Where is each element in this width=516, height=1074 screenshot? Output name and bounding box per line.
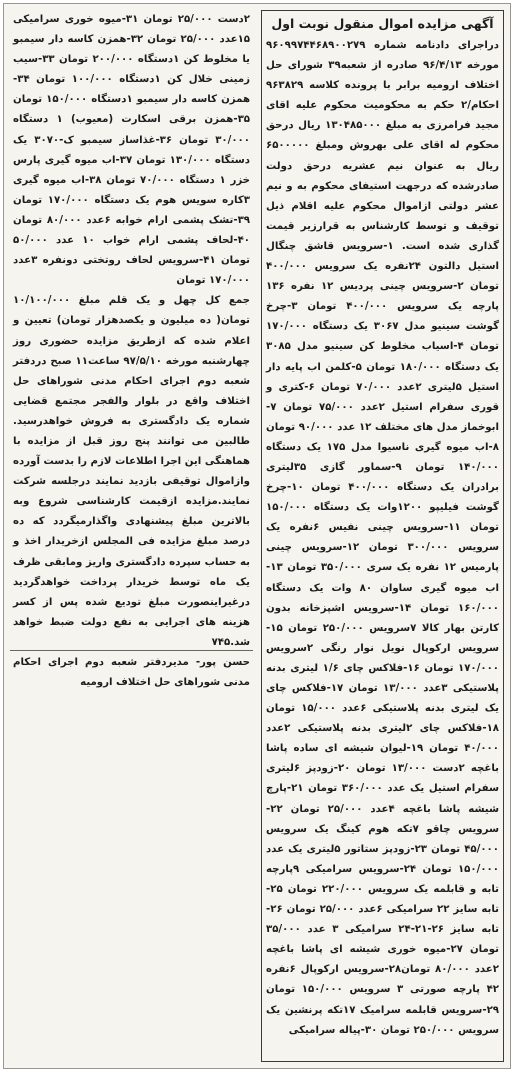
item-list-continuation: ۲دست ۲۵/۰۰۰ تومان ۳۱-میوه خوری سرامیکی ۱۵عدد ۲۵/۰۰۰ تومان ۳۲-همزن کاسه دار سیمبو یا مخلوط کن ۱دستگاه ۲۰۰/۰۰۰ تومان ۳۳-سیب زمینی خلال کن ۱دستگاه ۱۰۰/۰۰۰ تومان ۳۴-همزن کاسه دار سیمبو ۱دستگاه ۱۵۰/۰۰۰ تومان ۳۵-همزن برقی اسکارت (معیوب) ۱ دستگاه ۳۰/۰۰۰ تومان ۳۶-غذاساز سیمبو ک-۳۰۷۰ یک دستگاه ۱۳۰/۰۰۰ تومان ۳۷-اب میوه گیری پارس خزر ۱ دستگاه ۷۰/۰۰۰ تومان ۳۸-اب میوه گیری ۳کاره سویس هوم یک دستگاه ۱۷۰/۰۰۰ تومان ۳۹-تشک پشمی ارام خوابه ۶عدد ۸۰/۰۰۰ تومان ۴۰-لحاف پشمی ارام خواب ۱۰ عدد ۵۰/۰۰۰ تومان ۴۱-سرویس لحاف روتختی دونفره ۳عدد ۱۷۰/۰۰۰ تومان	[13, 14, 251, 287]
auction-terms: جمع کل چهل و یک قلم مبلغ ۱۰/۱۰۰/۰۰۰ تومان( ده میلیون و یکصدهزار تومان) تعیین و اعلام شده که ازطریق مزایده حضوری روز چهارشنبه مورخه ۹۷/۵/۱۰ ساعت۱۱ صبح دردفتر شعبه دوم اجرای احکام مدنی شوراهای حل اختلاف واقع در بلوار والفجر مجتمع قضایی شماره یک دادگستری به فروش خواهدرسید. طالبین می توانند پنج روز قبل از مزایده با هماهنگی این اجرا اطلاعات لازم را بدست آورده وازاموال توقیفی بازدید نمایند درجلسه شرکت نمایند.مزایده ازقیمت کارشناسی شروع وبه بالاترین مبلغ پیشنهادی واگذارمیگردد که ده درصد مبلغ مزایده فی المجلس ازخریدار اخذ و به حساب سپرده دادگستری واریز ومابقی ظرف یک ماه توسط خریدار پرداخت خواهدگردید درغیراینصورت مبلغ تودیع شده پس از کسر هزینه های اجرایی به نفع دولت ضبط خواهد شد.۷۴۵	[13, 295, 250, 648]
signature-line: حسن پور- مدیردفتر شعبه دوم اجرای احکام مدنی شوراهای حل اختلاف ارومیه	[13, 657, 250, 689]
column-end-rule	[10, 650, 253, 651]
notice-right-column	[261, 10, 504, 1062]
notice-title: آگهی مزایده اموال منقول نوبت اول	[271, 16, 494, 31]
notice-left-column	[10, 10, 253, 689]
notice-body-text: دراجرای دادنامه شماره ۹۶۰۹۹۷۴۴۶۸۹۰۰۲۷۹ مورخه ۹۶/۴/۱۳ صادره از شعبه۳۹ شورای حل اختلاف ارومیه برابر با پرونده کلاسه ۹۶۳۸۲۹ احکام/۲ حکم به محکومیت محکوم علیه اقای مجید فرامرزی به مبلغ ۱۳۰۴۸۵۰۰۰ ریال درحق محکوم له اقای علی بهروش ومبلغ ۶۵۰۰۰۰۰ ریال به عنوان نیم عشریه درحق دولت صادرشده که درجهت استیفای محکوم به و نیم عشر دولتی ازاموال محکوم علیه اقلام ذیل توقیف و توسط کارشناس به قرارزیر قیمت گذاری شده است. ۱-سرویس قاشق چنگال استیل دالتون ۲۴نفره یک سرویس ۴۰۰/۰۰۰ تومان ۲-سرویس چینی پردیس ۱۲ نفره ۱۳۶ پارچه یک سرویس ۴۰۰/۰۰۰ تومان ۳-چرخ گوشت سینیو مدل ۳۰۶۷ یک دستگاه ۱۷۰/۰۰۰ تومان ۴-اسیاب مخلوط کن سینیو مدل ۳۰۸۵ یک دستگاه ۱۸۰/۰۰۰ تومان ۵-کلمن اب پایه دار استیل ۵لیتری ۲عدد ۷۰/۰۰۰ تومان ۶-کتری و قوری سفرام استیل ۲عدد ۷۵/۰۰۰ تومان ۷-ابوخماز مدل های مختلف ۱۲ عدد ۹۰/۰۰۰ تومان ۸-اب میوه گیری ناسیوا مدل ۱۷۵ یک دستگاه ۱۴۰/۰۰۰ تومان ۹-سماور گازی ۳۵لیتری برادران یک دستگاه ۴۰۰/۰۰۰ تومان ۱۰-چرخ گوشت فیلیپو ۱۲۰۰وات یک دستگاه ۱۵۰/۰۰۰ تومان ۱۱-سرویس چینی نفیس ۶نفره یک سرویس ۳۰۰/۰۰۰ تومان ۱۲-سرویس چینی پارمیس ۱۲ نفره یک سری ۳۵۰/۰۰۰ تومان ۱۳-اب میوه گیری ساوان ۸۰ وات یک دستگاه ۱۶۰/۰۰۰ تومان ۱۴-سرویس اشپزخانه بدون کارتن بهار کالا ۷سرویس ۲۵۰/۰۰۰ تومان ۱۵-سرویس ارکوپال نویل نوار رنگی ۲سرویس ۱۷۰/۰۰۰ تومان ۱۶-فلاکس چای ۱/۶ لیتری بدنه پلاستیکی ۳عدد ۱۳/۰۰۰ تومان ۱۷-فلاکس چای یک لیتری بدنه پلاستیکی ۶عدد ۱۵/۰۰۰ تومان ۱۸-فلاکس چای ۲لیتری بدنه پلاستیکی ۲عدد ۴۰/۰۰۰ تومان ۱۹-لیوان شیشه ای ساده پاشا باغچه ۲دست ۱۳/۰۰۰ تومان ۲۰-زودپز ۶لیتری سفرام استیل یک عدد ۳۶۰/۰۰۰ تومان ۲۱-پارچ شیشه پاشا باغچه ۴عدد ۲۵/۰۰۰ تومان ۲۲-سرویس چاقو ۷تکه هوم کینگ یک سرویس ۴۵/۰۰۰ تومان ۲۳-زودپز ستاتور ۵لیتری یک عدد ۱۵۰/۰۰۰ تومان ۲۴-سرویس سرامیکی ۹پارچه تابه و قابلمه یک سرویس ۲۲۰/۰۰۰ تومان ۲۵-تابه سایز ۲۲ سرامیکی ۶عدد ۲۵/۰۰۰ تومان ۲۶-تابه سایز ۲۶-۲۱-۲۴ سرامیکی ۳ عدد ۳۵/۰۰۰ تومان ۲۷-میوه خوری شیشه ای پاشا باغچه ۲عدد ۸۰/۰۰۰ تومان۲۸-سرویس ارکوپال ۶نفره ۴۲ پارچه صورتی ۳ سرویس ۱۵۰/۰۰۰ تومان ۲۹-سرویس قابلمه سرامیک ۱۷تکه پرنشین یک سرویس ۲۵۰/۰۰۰ تومان ۳۰-پیاله سرامیکی	[266, 40, 500, 1036]
newspaper-clipping	[3, 3, 511, 1069]
